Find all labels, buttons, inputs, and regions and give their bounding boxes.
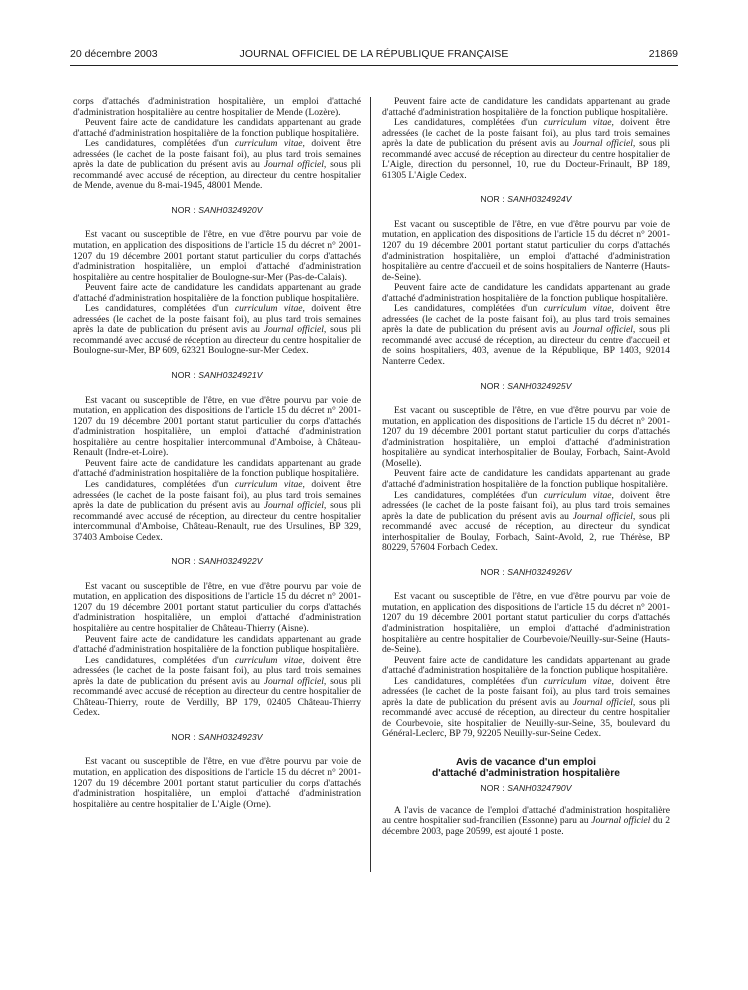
s923-paragraph-1: Est vacant ou susceptible de l'être, en vue d'être pourvu par voie de mutation, en application des dispositions de l'article 15 du décret n° 2001-1207 du 19 décembre 2001 portant statut particulier du corps d'attachés d'administration hospitalière, un emploi d'attaché d'administration hospitalière au centre hospitalier de L'Aigle (Orne). xyxy=(73,756,361,810)
header-date: 20 décembre 2003 xyxy=(70,48,158,60)
intro-paragraph-3: Les candidatures, complétées d'un curriculum vitae, doivent être adressées (le cachet de la poste faisant foi), au plus tard trois semaines après la date de publication du présent avis au Journal officiel, sous pli recommandé avec accusé de réception, au directeur du centre hospitalier de Mende, avenue du 8-mai-1945, 48001 Mende. xyxy=(73,138,362,192)
nor-reference-924: NOR : SANH0324924V xyxy=(480,194,572,205)
header-rule xyxy=(70,65,678,66)
s921-paragraph-3: Les candidatures, complétées d'un curriculum vitae, doivent être adressées (le cachet de la poste faisant foi), au plus tard trois semaines après la date de publication du présent avis au Journal officiel, sous pli recommandé avec accusé de réception, au directeur du centre hospitalier intercommunal d'Amboise, Château-Renault, rue des Ursulines, BP 329, 37403 Amboise Cedex. xyxy=(73,478,362,543)
intro-paragraph-2: Peuvent faire acte de candidature les candidats appartenant au grade d'attaché d'administration hospitalière de la fonction publique hospitalière. xyxy=(73,117,361,139)
avis-title xyxy=(382,757,670,780)
s925-paragraph-3: Les candidatures, complétées d'un curriculum vitae, doivent être adressées (le cachet de la poste faisant foi), au plus tard trois semaines après la date de publication du présent avis au Journal officiel, sous pli recommandé avec accusé de réception, au directeur du syndicat interhospitalier de Boulay, Forbach, Saint-Avold, 2, rue Thérèse, BP 80229, 57604 Forbach Cedex. xyxy=(382,489,671,554)
header-page-number: 21869 xyxy=(648,48,678,60)
s926-paragraph-2: Peuvent faire acte de candidature les candidats appartenant au grade d'attaché d'administration hospitalière de la fonction publique hospitalière. xyxy=(382,654,670,677)
s921-paragraph-2: Peuvent faire acte de candidature les candidats appartenant au grade d'attaché d'administration hospitalière de la fonction publique hospitalière. xyxy=(73,457,361,480)
s924-paragraph-3: Les candidatures, complétées d'un curriculum vitae, doivent être adressées (le cachet de la poste faisant foi), au plus tard trois semaines après la date de publication du présent avis au Journal officiel, sous pli recommandé avec accusé de réception, au directeur du centre d'accueil et de soins hospitaliers, 403, avenue de la République, BP 1403, 92014 Nanterre Cedex. xyxy=(382,303,671,368)
avis-title-line-2: d'attaché d'administration hospitalière xyxy=(432,768,620,780)
s922-paragraph-2: Peuvent faire acte de candidature les candidats appartenant au grade d'attaché d'administration hospitalière de la fonction publique hospitalière. xyxy=(73,633,361,656)
nor-reference-923: NOR : SANH0324923V xyxy=(171,731,263,742)
s923-paragraph-2: Peuvent faire acte de candidature les candidats appartenant au grade d'attaché d'administration hospitalière de la fonction publique hospitalière. xyxy=(382,96,670,118)
s921-paragraph-1: Est vacant ou susceptible de l'être, en vue d'être pourvu par voie de mutation, en application des dispositions de l'article 15 du décret n° 2001-1207 du 19 décembre 2001 portant statut particulier du corps d'attachés d'administration hospitalière, un emploi d'attaché d'administration hospitalière au centre hospitalier intercommunal d'Amboise, à Château-Renault (Indre-et-Loire). xyxy=(73,394,361,459)
nor-reference-921: NOR : SANH0324921V xyxy=(171,370,263,381)
nor-reference-922: NOR : SANH0324922V xyxy=(171,556,263,567)
avis-title-line-1: Avis de vacance d'un emploi xyxy=(456,756,596,768)
column-divider xyxy=(370,97,371,872)
nor-reference-920: NOR : SANH0324920V xyxy=(171,204,263,215)
s925-paragraph-2: Peuvent faire acte de candidature les candidats appartenant au grade d'attaché d'administration hospitalière de la fonction publique hospitalière. xyxy=(382,468,670,490)
s924-paragraph-2: Peuvent faire acte de candidature les candidats appartenant au grade d'attaché d'administration hospitalière de la fonction publique hospitalière. xyxy=(382,282,670,304)
s925-paragraph-1: Est vacant ou susceptible de l'être, en vue d'être pourvu par voie de mutation, en application des dispositions de l'article 15 du décret n° 2001-1207 du 19 décembre 2001 portant statut particulier du corps d'attachés d'administration hospitalière, un emploi d'attaché d'administration hospitalière au syndicat interhospitalier de Boulay, Forbach, Saint-Avold (Moselle). xyxy=(382,405,670,469)
right-column xyxy=(382,97,670,837)
s926-paragraph-3: Les candidatures, complétées d'un curriculum vitae, doivent être adressées (le cachet de la poste faisant foi), au plus tard trois semaines après la date de publication du présent avis au Journal officiel, sous pli recommandé avec accusé de réception, au directeur du centre hospitalier de Courbevoie, site hospitalier de Neuilly-sur-Seine, 35, boulevard du Général-Leclerc, BP 79, 92205 Neuilly-sur-Seine Cedex. xyxy=(382,675,671,740)
s924-paragraph-1: Est vacant ou susceptible de l'être, en vue d'être pourvu par voie de mutation, en application des dispositions de l'article 15 du décret n° 2001-1207 du 19 décembre 2001 portant statut particulier du corps d'attachés d'administration hospitalière, un emploi d'attaché d'administration hospitalière au centre d'accueil et de soins hospitaliers de Nanterre (Hauts-de-Seine). xyxy=(382,218,670,283)
header-journal-title: JOURNAL OFFICIEL DE LA RÉPUBLIQUE FRANÇAISE xyxy=(239,48,509,60)
s920-paragraph-1: Est vacant ou susceptible de l'être, en vue d'être pourvu par voie de mutation, en application des dispositions de l'article 15 du décret n° 2001-1207 du 19 décembre 2001 portant statut particulier du corps d'attachés d'administration hospitalière, un emploi d'attaché d'administration hospitalière au centre hospitalier de Boulogne-sur-Mer (Pas-de-Calais). xyxy=(73,229,361,283)
nor-reference-925: NOR : SANH0324925V xyxy=(480,380,572,391)
avis-paragraph: A l'avis de vacance de l'emploi d'attaché d'administration hospitalière au centre hospitalier sud-francilien (Essonne) paru au Journal officiel du 2 décembre 2003, page 20599, est ajouté 1 poste. xyxy=(382,804,670,837)
s920-paragraph-3: Les candidatures, complétées d'un curriculum vitae, doivent être adressées (le cachet de la poste faisant foi), au plus tard trois semaines après la date de publication du présent avis au Journal officiel, sous pli recommandé avec accusé de réception au directeur du centre hospitalier de Boulogne-sur-Mer, BP 609, 62321 Boulogne-sur-Mer Cedex. xyxy=(73,303,362,357)
left-column xyxy=(73,97,361,810)
s922-paragraph-3: Les candidatures, complétées d'un curriculum vitae, doivent être adressées (le cachet de la poste faisant foi), au plus tard trois semaines après la date de publication du présent avis au Journal officiel, sous pli recommandé avec accusé de réception au directeur du centre hospitalier de Château-Thierry, route de Verdilly, BP 179, 02405 Château-Thierry Cedex. xyxy=(73,654,362,719)
s922-paragraph-1: Est vacant ou susceptible de l'être, en vue d'être pourvu par voie de mutation, en application des dispositions de l'article 15 du décret n° 2001-1207 du 19 décembre 2001 portant statut particulier du corps d'attachés d'administration hospitalière, un emploi d'attaché d'administration hospitalière au centre hospitalier de Château-Thierry (Aisne). xyxy=(73,580,361,634)
page-header xyxy=(70,48,678,64)
intro-paragraph-1: corps d'attachés d'administration hospitalière, un emploi d'attaché d'administration hospitalière au centre hospitalier de Mende (Lozère). xyxy=(73,96,361,118)
nor-reference-926: NOR : SANH0324926V xyxy=(480,566,572,577)
s926-paragraph-1: Est vacant ou susceptible de l'être, en vue d'être pourvu par voie de mutation, en application des dispositions de l'article 15 du décret n° 2001-1207 du 19 décembre 2001 portant statut particulier du corps d'attachés d'administration hospitalière, un emploi d'attaché d'administration hospitalière au centre hospitalier de Courbevoie/Neuilly-sur-Seine (Hauts-de-Seine). xyxy=(382,591,670,656)
s920-paragraph-2: Peuvent faire acte de candidature les candidats appartenant au grade d'attaché d'administration hospitalière de la fonction publique hospitalière. xyxy=(73,282,361,304)
s923-paragraph-3: Les candidatures, complétées d'un curriculum vitae, doivent être adressées (le cachet de la poste faisant foi), au plus tard trois semaines après la date de publication du présent avis au Journal officiel, sous pli recommandé avec accusé de réception au directeur du centre hospitalier de L'Aigle, direction du personnel, 10, rue du Docteur-Frinault, BP 189, 61305 L'Aigle Cedex. xyxy=(382,117,671,181)
nor-reference-790: NOR : SANH0324790V xyxy=(480,782,572,793)
